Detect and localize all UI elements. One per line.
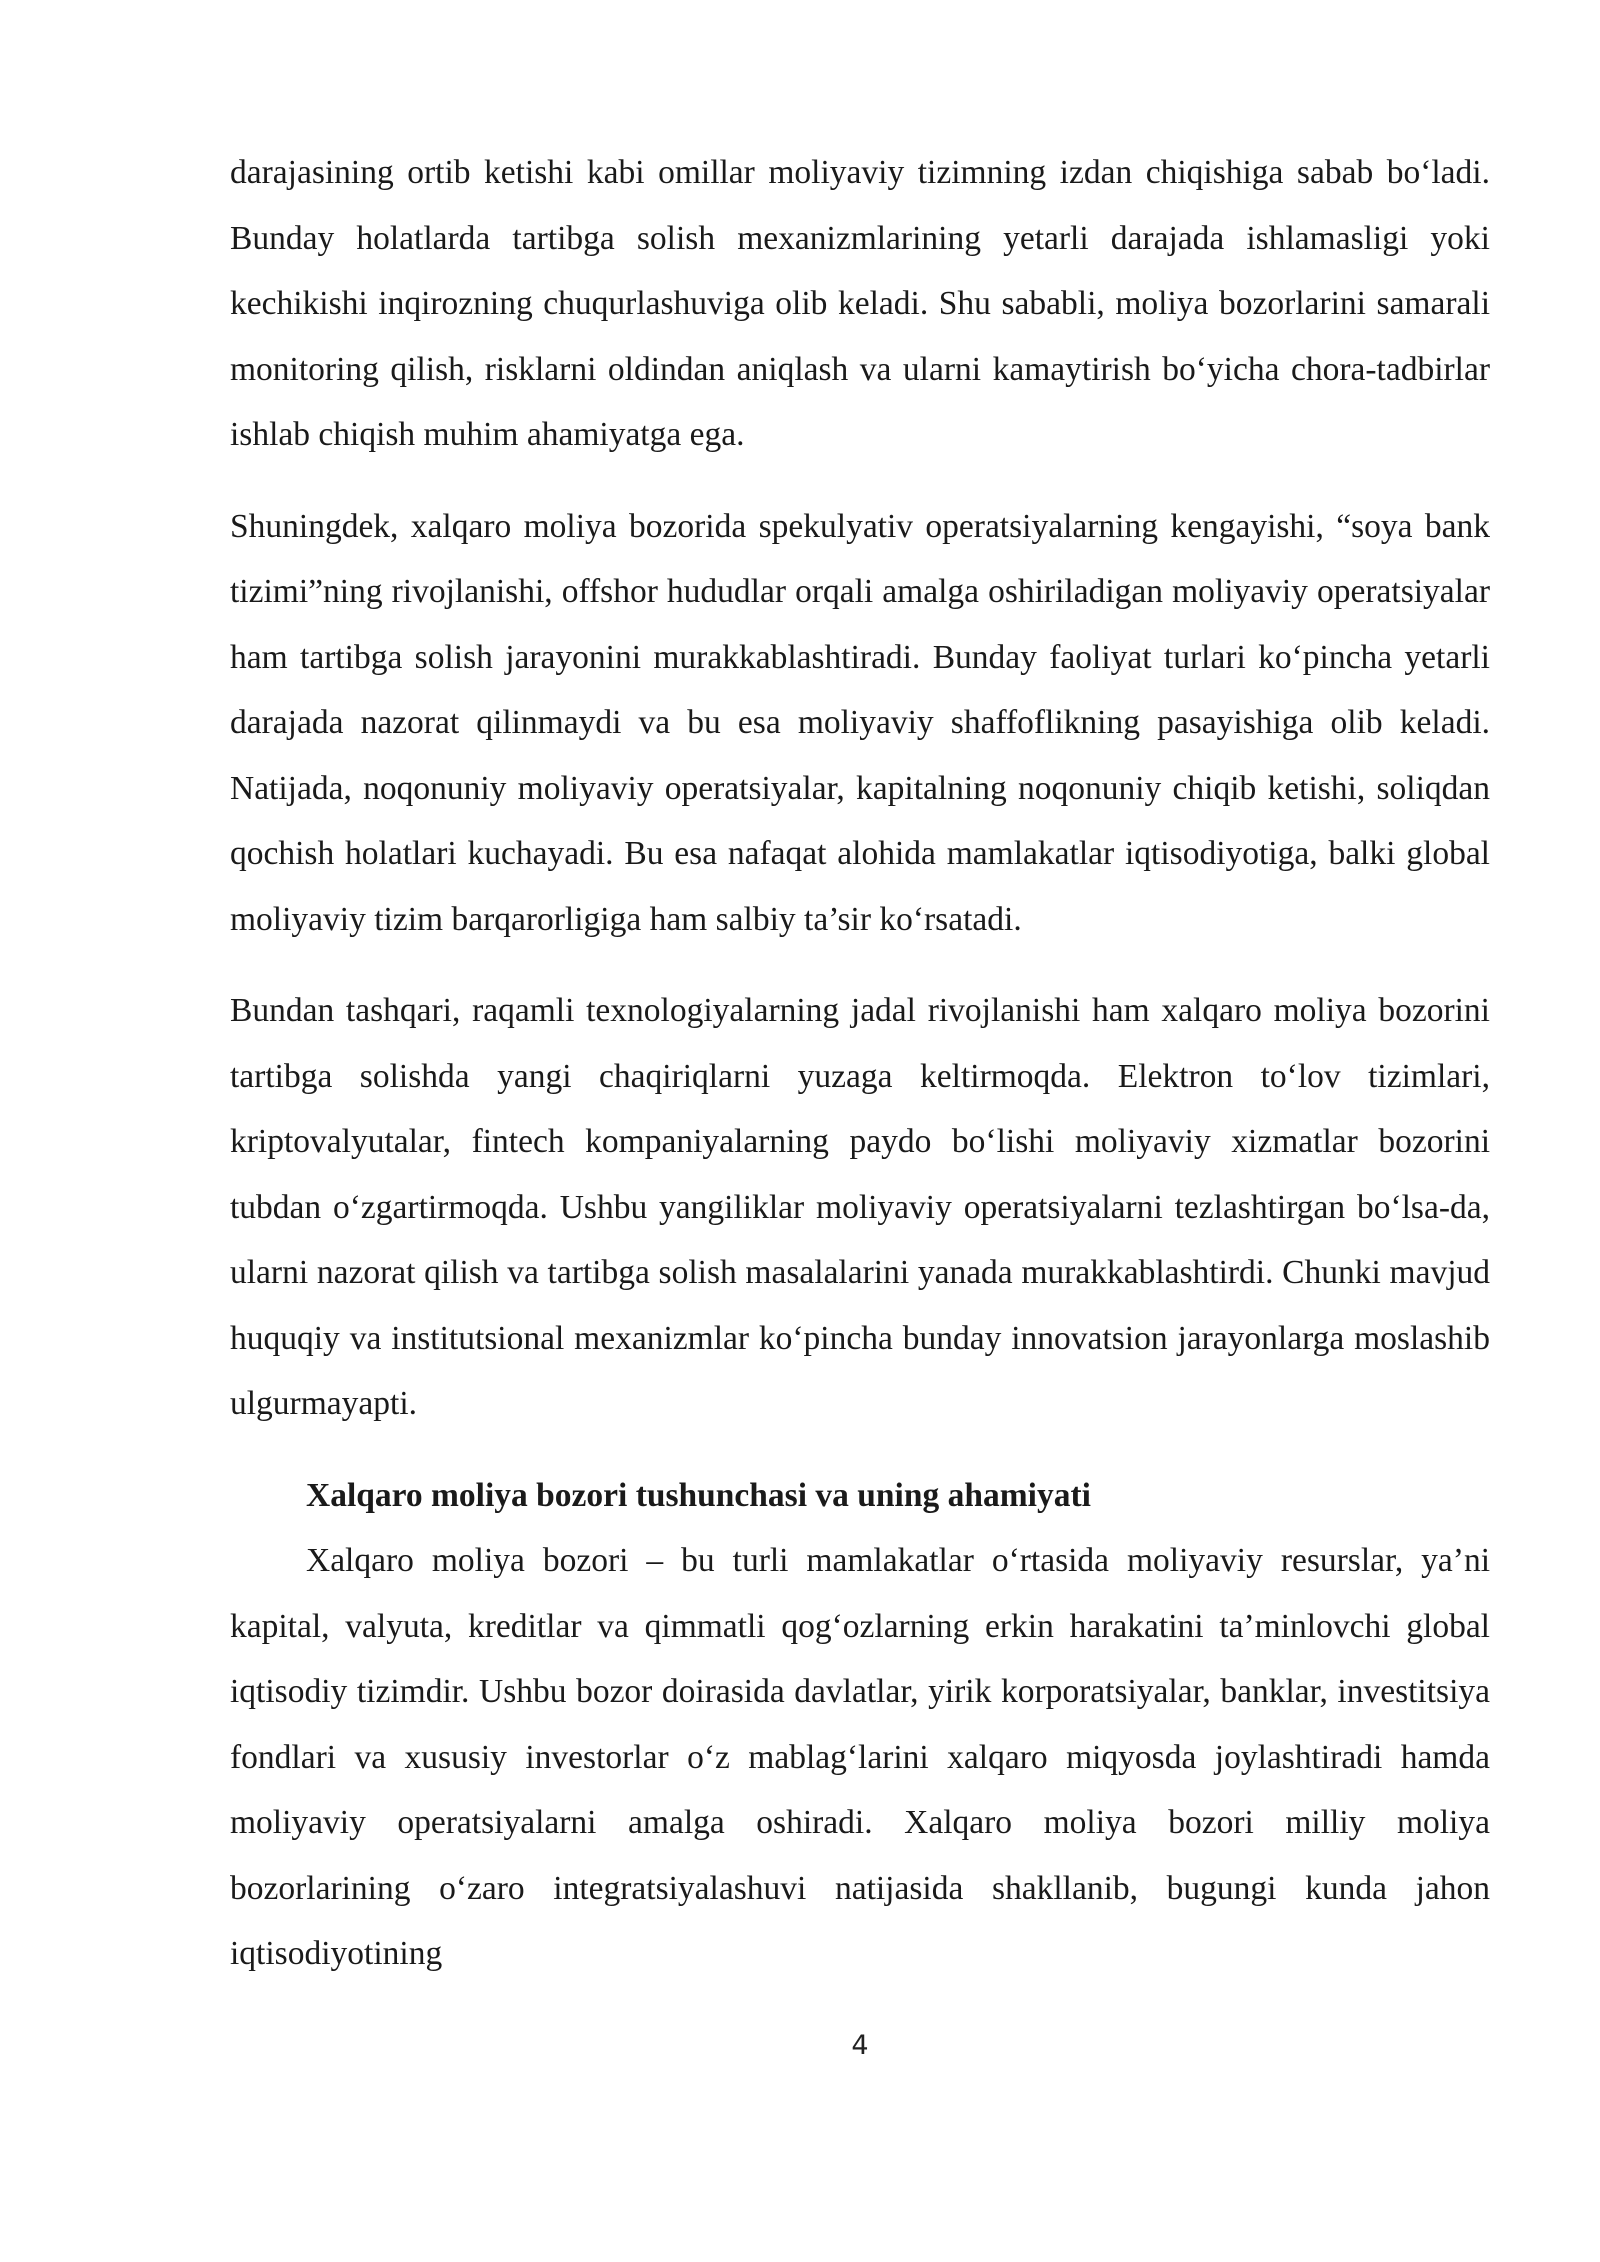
section-heading: Xalqaro moliya bozori tushunchasi va uning ahamiyati: [306, 1476, 1091, 1514]
paragraph-regulation-mechanisms: darajasining ortib ketishi kabi omillar moliyaviy tizimning izdan chiqishiga sabab bo‘ladi. Bunday holatlarda tartibga solish mexanizmlarining yetarli darajada ishlamasligi yoki kechikishi inqirozning chuqurlashuviga olib keladi. Shu sababli, moliya bozorlarini samarali monitoring qilish, risklarni oldindan aniqlash va ularni kamaytirish bo‘yicha chora-tadbirlar ishlab chiqish muhim ahamiyatga ega.: [230, 154, 1490, 453]
paragraph-speculative-operations: Shuningdek, xalqaro moliya bozorida spekulyativ operatsiyalarning kengayishi, “soya bank tizimi”ning rivojlanishi, offshor hududlar orqali amalga oshiriladigan moliyaviy operatsiyalar ham tartibga solish jarayonini murakkablashtiradi. Bunday faoliyat turlari ko‘pincha yetarli darajada nazorat qilinmaydi va bu esa moliyaviy shaffoflikning pasayishiga olib keladi. Natijada, noqonuniy moliyaviy operatsiyalar, kapitalning noqonuniy chiqib ketishi, soliqdan qochish holatlari kuchayadi. Bu esa nafaqat alohida mamlakatlar iqtisodiyotiga, balki global moliyaviy tizim barqarorligiga ham salbiy ta’sir ko‘rsatadi.: [230, 507, 1490, 938]
paragraph-market-definition: Xalqaro moliya bozori – bu turli mamlakatlar o‘rtasida moliyaviy resurslar, ya’ni kapital, valyuta, kreditlar va qimmatli qog‘ozlarning erkin harakatini ta’minlovchi global iqtisodiy tizimdir. Ushbu bozor doirasida davlatlar, yirik korporatsiyalar, banklar, investitsiya fondlari va xususiy investorlar o‘z mablag‘larini xalqaro miqyosda joylashtiradi hamda moliyaviy operatsiyalarni amalga oshiradi. Xalqaro moliya bozori milliy moliya bozorlarining o‘zaro integratsiyalashuvi natijasida shakllanib, bugungi kunda jahon iqtisodiyotining: [230, 1542, 1490, 1972]
page-number: 4: [851, 2030, 869, 2061]
document-page: [230, 140, 1490, 1987]
paragraph-digital-technologies: Bundan tashqari, raqamli texnologiyalarning jadal rivojlanishi ham xalqaro moliya bozorini tartibga solishda yangi chaqiriqlarni yuzaga keltirmoqda. Elektron to‘lov tizimlari, kriptovalyutalar, fintech kompaniyalarning paydo bo‘lishi moliyaviy xizmatlar bozorini tubdan o‘zgartirmoqda. Ushbu yangiliklar moliyaviy operatsiyalarni tezlashtirgan bo‘lsa-da, ularni nazorat qilish va tartibga solish masalalarini yanada murakkablashtirdi. Chunki mavjud huquqiy va institutsional mexanizmlar ko‘pincha bunday innovatsion jarayonlarga moslashib ulgurmayapti.: [230, 992, 1490, 1422]
